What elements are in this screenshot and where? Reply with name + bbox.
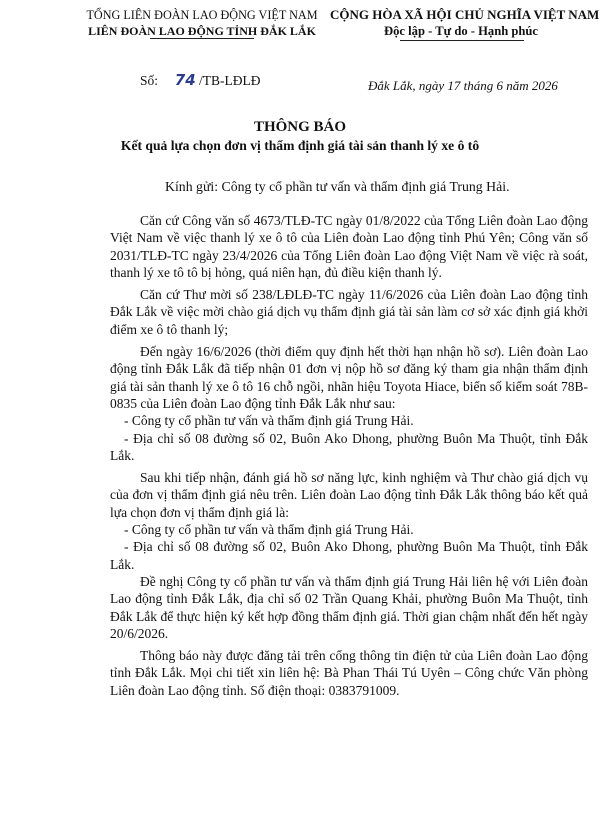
document-number — [140, 71, 261, 89]
issuer-underline — [150, 38, 254, 39]
number-prefix: Số: — [140, 73, 159, 88]
list-item-company: - Công ty cổ phần tư vấn và thẩm định giá Trung Hải. — [124, 413, 414, 429]
paragraph-request: Đề nghị Công ty cổ phần tư vấn và thẩm định giá Trung Hải liên hệ với Liên đoàn Lao động tỉnh Đắk Lắk, địa chỉ số 02 Trần Quang Khải, phường Buôn Ma Thuột, tỉnh Đắk Lắk để thực hiện ký kết hợp đồng thẩm định giá. Thời gian chậm nhất đến hết ngày 20/6/2026. — [110, 573, 588, 641]
handwritten-number: 74 — [174, 71, 196, 89]
number-suffix: /TB-LĐLĐ — [199, 73, 261, 88]
document-body — [110, 212, 588, 699]
issuer-block — [72, 7, 332, 39]
document-subtitle: Kết quả lựa chọn đơn vị thẩm định giá tài sản thanh lý xe ô tô — [120, 138, 480, 153]
place-date: Đắk Lắk, ngày 17 tháng 6 năm 2026 — [368, 78, 558, 93]
nation-motto: Độc lập - Tự do - Hạnh phúc — [384, 24, 538, 38]
recipient-line: Kính gửi: Công ty cổ phần tư vấn và thẩm định giá Trung Hải. — [165, 179, 510, 194]
motto-underline — [400, 40, 524, 41]
nation-name: CỘNG HÒA XÃ HỘI CHỦ NGHĨA VIỆT NAM — [330, 7, 600, 22]
paragraph-receipt: Đến ngày 16/6/2026 (thời điểm quy định hết thời hạn nhận hồ sơ). Liên đoàn Lao động tỉnh Đắk Lắk đã tiếp nhận 01 đơn vị nộp hồ sơ đăng ký tham gia nhận thẩm định giá tài sản thanh lý xe ô tô 16 chỗ ngồi, nhãn hiệu Toyota Hiace, biển số kiểm soát 78B-0835 của Liên đoàn Lao động tỉnh Đắk Lắk như sau: — [110, 344, 588, 411]
paragraph-legal-basis-2: Căn cứ Thư mời số 238/LĐLĐ-TC ngày 11/6/2026 của Liên đoàn Lao động tỉnh Đắk Lắk về việc mời chào giá dịch vụ thẩm định giá tài sản làm cơ sở xác định giá khởi điểm xe ô tô thanh lý; — [110, 287, 588, 337]
list-item-address: - Địa chỉ số 08 đường số 02, Buôn Ako Dhong, phường Buôn Ma Thuột, tỉnh Đắk Lắk. — [110, 430, 588, 463]
issuer-org: LIÊN ĐOÀN LAO ĐỘNG TỈNH ĐẮK LẮK — [88, 24, 316, 38]
paragraph-contact: Thông báo này được đăng tải trên cổng thông tin điện tử của Liên đoàn Lao động tỉnh Đắk Lắk. Mọi chi tiết xin liên hệ: Bà Phan Thái Tú Uyên – Công chức Văn phòng Liên đoàn Lao động tỉnh. Số điện thoại: 0383791009. — [110, 648, 588, 698]
list-item-company: - Công ty cổ phần tư vấn và thẩm định giá Trung Hải. — [124, 522, 414, 538]
national-heading — [330, 7, 600, 39]
paragraph-evaluation: Sau khi tiếp nhận, đánh giá hồ sơ năng lực, kinh nghiệm và Thư chào giá dịch vụ của đơn vị thẩm định giá nêu trên. Liên đoàn Lao động tỉnh Đắk Lắk thông báo kết quả lựa chọn đơn vị thẩm định giá là: — [110, 470, 588, 520]
paragraph-legal-basis-1: Căn cứ Công văn số 4673/TLĐ-TC ngày 01/8/2022 của Tổng Liên đoàn Lao động Việt Nam về việc thanh lý xe ô tô của Liên đoàn Lao động tỉnh Phú Yên; Công văn số 2031/TLĐ-TC ngày 23/4/2026 của Tổng Liên đoàn Lao động Việt Nam về việc rà soát, thanh lý xe tô tô bị hỏng, quá niên hạn, đủ điều kiện thanh lý. — [110, 213, 588, 280]
list-item-address: - Địa chỉ số 08 đường số 02, Buôn Ako Dhong, phường Buôn Ma Thuột, tỉnh Đắk Lắk. — [110, 539, 588, 572]
document-title: THÔNG BÁO — [253, 119, 347, 135]
issuer-parent-org: TỔNG LIÊN ĐOÀN LAO ĐỘNG VIỆT NAM — [86, 8, 318, 22]
